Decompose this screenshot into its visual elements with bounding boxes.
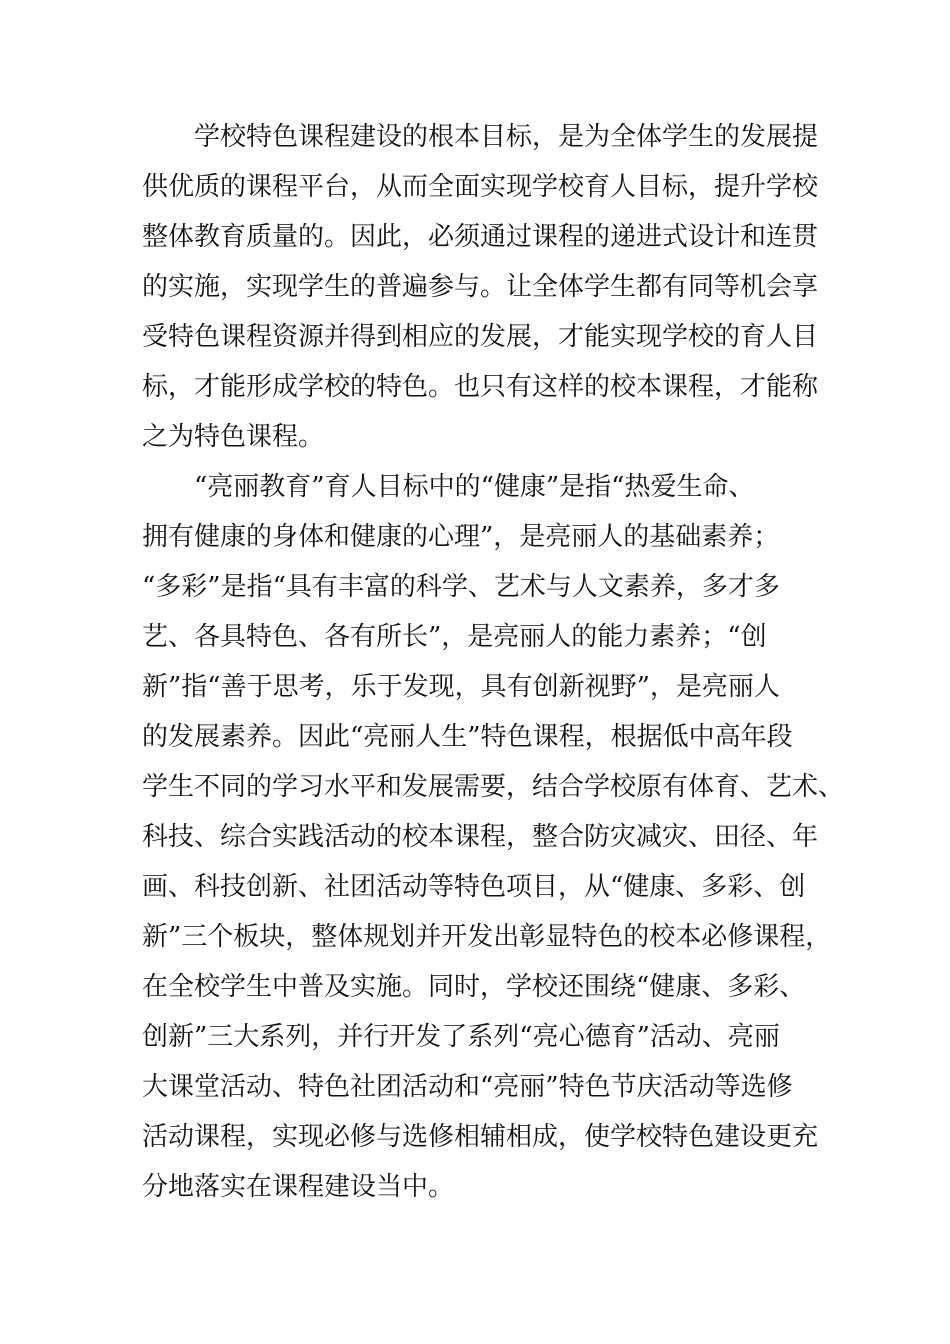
- text-line: 新”三个板块，整体规划并开发出彰显特色的校本必修课程，: [142, 922, 832, 952]
- text-line: 艺、各具特色、各有所长”，是亮丽人的能力素养；“创: [142, 622, 767, 652]
- text-line: 受特色课程资源并得到相应的发展，才能实现学校的育人目: [142, 322, 819, 352]
- text-line: 科技、综合实践活动的校本课程，整合防灾减灾、田径、年: [142, 822, 819, 852]
- paragraph-2: [142, 462, 845, 1212]
- text-line: 分地落实在课程建设当中。: [142, 1172, 455, 1202]
- text-line: “多彩”是指“具有丰富的科学、艺术与人文素养，多才多: [142, 572, 780, 602]
- text-line: 画、科技创新、社团活动等特色项目，从“健康、多彩、创: [142, 872, 806, 902]
- text-line: 的实施，实现学生的普遍参与。让全体学生都有同等机会享: [142, 272, 819, 302]
- text-line: 创新”三大系列，并行开发了系列“亮心德育”活动、亮丽: [142, 1022, 780, 1052]
- text-line: 整体教育质量的。因此，必须通过课程的递进式设计和连贯: [142, 222, 819, 252]
- text-line: 大课堂活动、特色社团活动和“亮丽”特色节庆活动等选修: [142, 1072, 793, 1102]
- text-line: 新”指“善于思考，乐于发现，具有创新视野”，是亮丽人: [142, 672, 780, 702]
- text-line: 的发展素养。因此“亮丽人生”特色课程，根据低中高年段: [142, 722, 793, 752]
- text-line: 标，才能形成学校的特色。也只有这样的校本课程，才能称: [142, 372, 819, 402]
- text-line: 学校特色课程建设的根本目标，是为全体学生的发展提: [142, 122, 819, 152]
- text-line: 学生不同的学习水平和发展需要，结合学校原有体育、艺术、: [142, 772, 845, 802]
- text-line: 拥有健康的身体和健康的心理”，是亮丽人的基础素养；: [142, 522, 780, 552]
- text-line: 之为特色课程。: [142, 422, 325, 452]
- text-line: 活动课程，实现必修与选修相辅相成，使学校特色建设更充: [142, 1122, 819, 1152]
- text-line: “亮丽教育”育人目标中的“健康”是指“热爱生命、: [142, 472, 755, 502]
- text-line: 在全校学生中普及实施。同时，学校还围绕“健康、多彩、: [142, 972, 806, 1002]
- text-line: 供优质的课程平台，从而全面实现学校育人目标，提升学校: [142, 172, 819, 202]
- paragraph-1: [142, 112, 832, 462]
- document-body: [142, 112, 845, 1212]
